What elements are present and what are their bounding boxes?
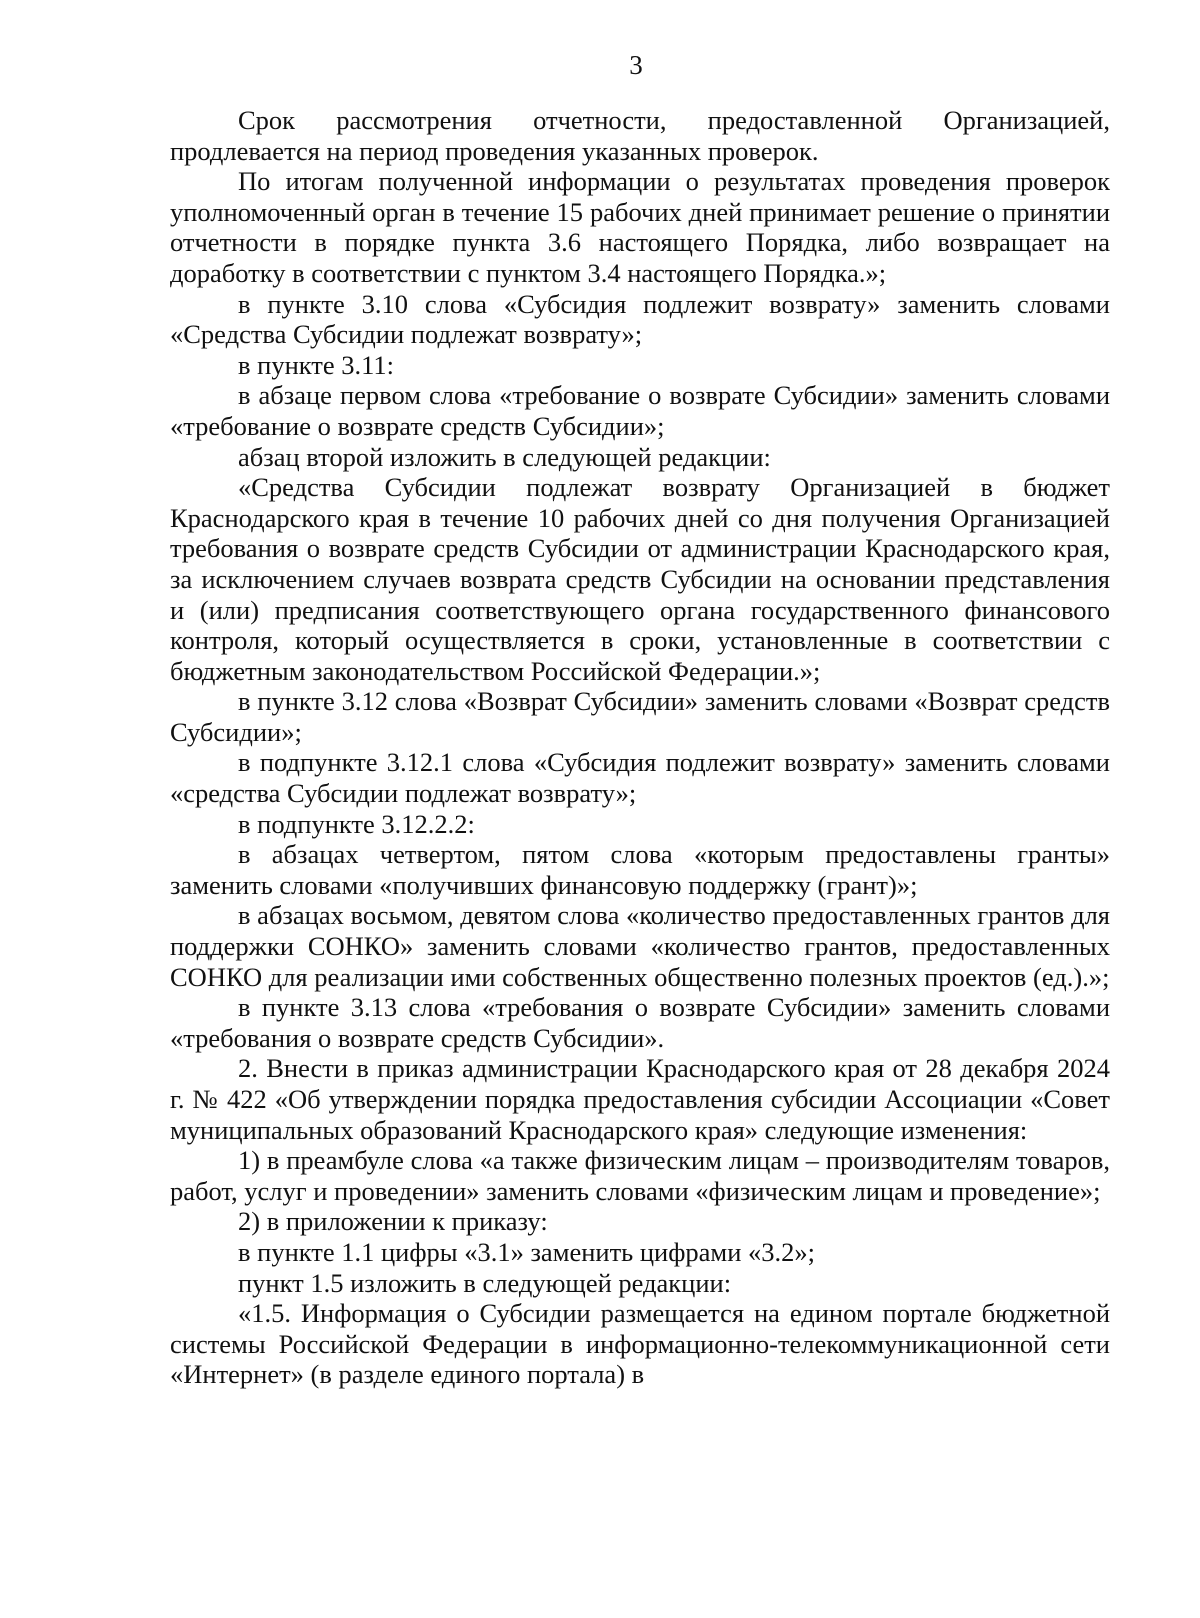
paragraph: в абзаце первом слова «требование о возврате Субсидии» заменить словами «требование о возврате средств Субсидии»; bbox=[170, 380, 1110, 441]
paragraph: По итогам полученной информации о результатах проведения проверок уполномоченный орган в течение 15 рабочих дней принимает решение о принятии отчетности в порядке пункта 3.6 настоящего Порядка, либо возвращает на доработку в соответствии с пунктом 3.4 настоящего Порядка.»; bbox=[170, 166, 1110, 288]
paragraph: 2. Внести в приказ администрации Краснодарского края от 28 декабря 2024 г. № 422 «Об утверждении порядка предоставления субсидии Ассоциации «Совет муниципальных образований Краснодарского края» следующие изменения: bbox=[170, 1053, 1110, 1145]
paragraph: в пункте 1.1 цифры «3.1» заменить цифрами «3.2»; bbox=[238, 1236, 815, 1267]
paragraph: в абзацах восьмом, девятом слова «количество предоставленных грантов для поддержки СОНКО» заменить словами «количество грантов, предоставленных СОНКО для реализации ими собственных общественно полезных проектов (ед.).»; bbox=[170, 900, 1110, 992]
paragraph: в абзацах четвертом, пятом слова «которым предоставлены гранты» заменить словами «получивших финансовую поддержку (грант)»; bbox=[170, 839, 1110, 900]
paragraph: 2) в приложении к приказу: bbox=[238, 1206, 548, 1237]
paragraph: в пункте 3.13 слова «требования о возврате Субсидии» заменить словами «требования о возврате средств Субсидии». bbox=[170, 992, 1110, 1053]
paragraph: Срок рассмотрения отчетности, предоставленной Организацией, продлевается на период проведения указанных проверок. bbox=[170, 105, 1110, 166]
paragraph: в пункте 3.11: bbox=[238, 349, 394, 380]
paragraph: в пункте 3.10 слова «Субсидия подлежит возврату» заменить словами «Средства Субсидии подлежат возврату»; bbox=[170, 288, 1110, 350]
paragraph: «1.5. Информация о Субсидии размещается на едином портале бюджетной системы Российской Федерации в информационно-телекоммуникационной сети «Интернет» (в разделе единого портала) в bbox=[170, 1298, 1110, 1390]
paragraph: в подпункте 3.12.1 слова «Субсидия подлежит возврату» заменить словами «средства Субсидии подлежат возврату»; bbox=[170, 747, 1110, 809]
document-body bbox=[170, 105, 1110, 1390]
paragraph: 1) в преамбуле слова «а также физическим лицам – производителям товаров, работ, услуг и проведении» заменить словами «физическим лицам и проведение»; bbox=[170, 1145, 1110, 1206]
paragraph: в подпункте 3.12.2.2: bbox=[238, 808, 475, 839]
page-number: 3 bbox=[629, 50, 643, 80]
paragraph: «Средства Субсидии подлежат возврату Организацией в бюджет Краснодарского края в течение 10 рабочих дней со дня получения Организацией требования о возврате средств Субсидии от администрации Краснодарского края, за исключением случаев возврата средств Субсидии на основании представления и (или) предписания соответствующего органа государственного финансового контроля, который осуществляется в сроки, установленные в соответствии с бюджетным законодательством Российской Федерации.»; bbox=[170, 472, 1110, 686]
paragraph: абзац второй изложить в следующей редакции: bbox=[238, 441, 771, 472]
paragraph: в пункте 3.12 слова «Возврат Субсидии» заменить словами «Возврат средств Субсидии»; bbox=[170, 686, 1110, 747]
paragraph: пункт 1.5 изложить в следующей редакции: bbox=[238, 1267, 732, 1298]
